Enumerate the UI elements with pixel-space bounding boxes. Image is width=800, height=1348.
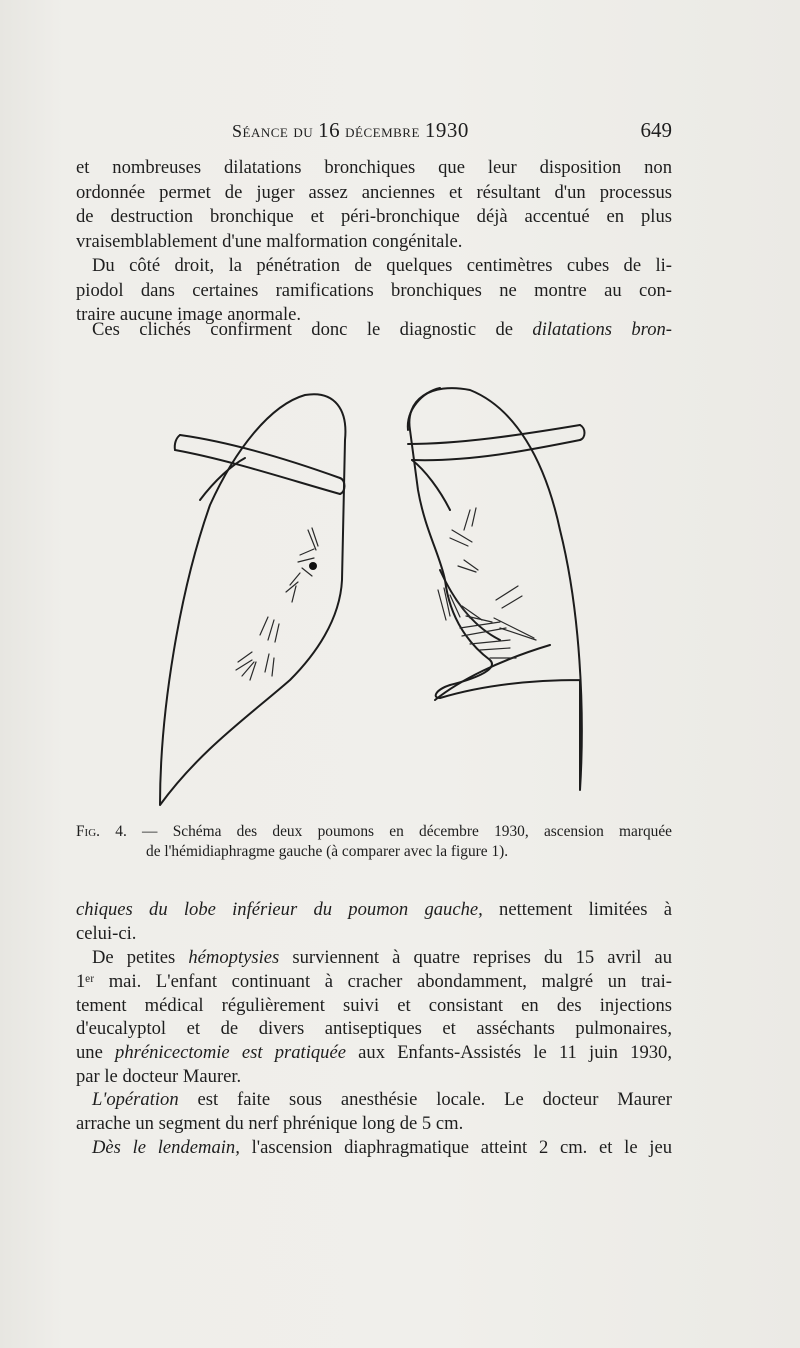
running-head-day: 16 bbox=[318, 118, 341, 142]
paragraph-5 bbox=[76, 946, 672, 1089]
text-line bbox=[76, 1041, 672, 1065]
text-line: 1ᵉʳ mai. L'enfant continuant à cracher abondamment, malgré un trai- bbox=[76, 970, 672, 992]
italic-span: chiques du lobe inférieur du poumon gauche, bbox=[76, 899, 483, 920]
text-span: Ces clichés confirment donc le diagnostic de bbox=[92, 319, 533, 340]
paragraph-6 bbox=[76, 1088, 672, 1136]
caption-line bbox=[76, 822, 672, 842]
left-lung-outline bbox=[409, 388, 581, 790]
italic-span: Dès le lendemain, bbox=[92, 1137, 240, 1158]
text-span: aux Enfants-Assistés le 11 juin 1930, bbox=[345, 1042, 672, 1064]
paragraph-1 bbox=[76, 156, 672, 254]
text-span: l'ascension diaphragmatique atteint 2 cm. et le jeu bbox=[239, 1137, 673, 1158]
text-line: de destruction bronchique et péri-bronchique déjà accentué en plus bbox=[76, 206, 672, 228]
paragraph-4 bbox=[76, 898, 672, 946]
text-line bbox=[76, 318, 672, 343]
italic-span: phrénicectomie est pratiquée bbox=[115, 1042, 346, 1064]
text-line: par le docteur Maurer. bbox=[76, 1065, 242, 1087]
text-span: une bbox=[76, 1042, 116, 1064]
text-line: traire aucune image anormale. bbox=[76, 304, 302, 326]
text-line: arrache un segment du nerf phrénique long de 5 cm. bbox=[76, 1112, 464, 1134]
paragraph-3 bbox=[76, 318, 672, 343]
text-line: d'eucalyptol et de divers antiseptiques et asséchants pulmonaires, bbox=[76, 1018, 672, 1040]
text-line: vraisemblablement d'une malformation congénitale. bbox=[76, 230, 463, 252]
text-line: ordonnée permet de juger assez anciennes et résultant d'un processus bbox=[76, 181, 672, 203]
figure-caption bbox=[76, 822, 672, 862]
text-span: est faite sous anesthésie locale. Le docteur Maurer bbox=[178, 1089, 672, 1110]
text-line: Du côté droit, la pénétration de quelques centimètres cubes de li- bbox=[92, 255, 672, 276]
caption-label: Fig. 4. bbox=[76, 823, 127, 840]
right-clavicle-lower bbox=[175, 450, 340, 494]
text-span: De petites bbox=[92, 947, 189, 968]
left-diaphragm bbox=[435, 645, 550, 700]
text-span: nettement limitées à bbox=[482, 899, 672, 920]
lung-figure bbox=[140, 380, 600, 810]
caption-line: de l'hémidiaphragme gauche (à comparer avec la figure 1). bbox=[146, 843, 509, 860]
text-line bbox=[76, 1136, 672, 1160]
italic-span: hémoptysies bbox=[188, 947, 280, 968]
italic-span: L'opération bbox=[92, 1089, 179, 1110]
text-line bbox=[76, 1088, 672, 1112]
running-head-prefix: Séance du bbox=[232, 121, 319, 141]
text-span: surviennent à quatre reprises du 15 avril au bbox=[279, 947, 672, 968]
text-line bbox=[76, 898, 672, 922]
running-head-year: 1930 bbox=[424, 118, 469, 142]
running-head bbox=[232, 118, 672, 148]
text-line bbox=[76, 946, 672, 970]
text-line: piodol dans certaines ramifications bronchiques ne montre au con- bbox=[76, 279, 672, 301]
running-head-title bbox=[232, 118, 469, 143]
paragraph-2 bbox=[76, 254, 672, 328]
left-clavicle bbox=[408, 425, 580, 444]
text-line: et nombreuses dilatations bronchiques que leur disposition non bbox=[76, 157, 672, 178]
paragraph-7 bbox=[76, 1136, 672, 1160]
lung-schema-svg bbox=[140, 380, 600, 810]
right-lung-outline bbox=[160, 394, 345, 805]
page-number: 649 bbox=[640, 118, 672, 142]
running-head-month: décembre bbox=[340, 121, 425, 141]
text-line: tement médical régulièrement suivi et consistant en des injections bbox=[76, 994, 672, 1016]
right-lung-spot bbox=[309, 562, 317, 570]
text-line: celui-ci. bbox=[76, 922, 137, 944]
caption-text: — Schéma des deux poumons en décembre 1930, ascension marquée bbox=[126, 823, 672, 840]
italic-span: dilatations bron- bbox=[532, 319, 672, 340]
